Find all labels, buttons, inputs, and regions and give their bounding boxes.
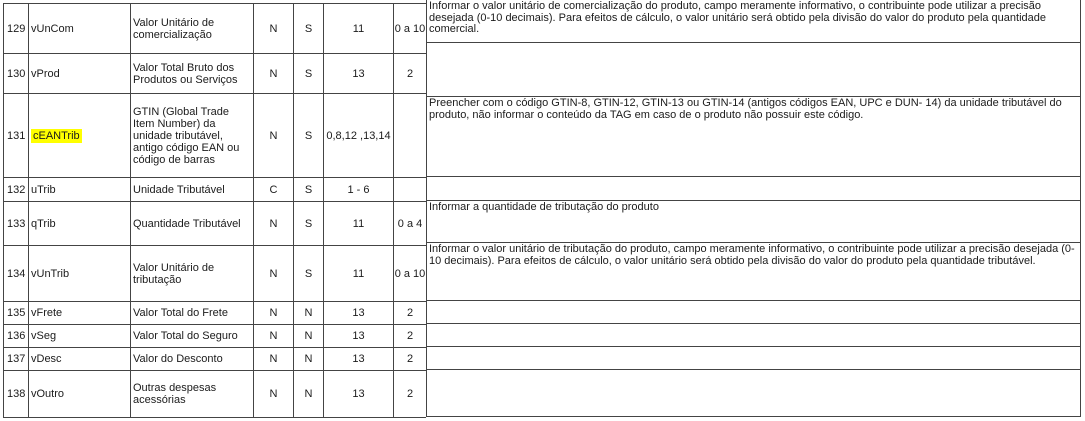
row-number-cell: 131: [4, 94, 29, 177]
table-row: [4, 348, 426, 371]
observation-cell: Preencher com o código GTIN-8, GTIN-12, GTIN-13 ou GTIN-14 (antigos códigos EAN, UPC e DUN- 14) da unidade tributável do produto, não informar o conteúdo da TAG em caso de o produto não possuir este código.: [427, 97, 1080, 177]
type-cell: N: [254, 325, 294, 347]
observation-cell: [427, 43, 1080, 97]
table-row: [4, 246, 426, 302]
size-cell: 11: [324, 246, 394, 301]
decimals-cell: [394, 178, 426, 201]
row-number-cell: 137: [4, 348, 29, 370]
field-name-highlight: cEANTrib: [33, 129, 80, 142]
description-cell: Valor Unitário de tributação: [131, 246, 254, 301]
row-number-cell: 134: [4, 246, 29, 301]
table-row: [4, 302, 426, 325]
observation-cell: [427, 347, 1080, 370]
description-cell: Valor do Desconto: [131, 348, 254, 370]
field-name-cell: vSeg: [29, 325, 131, 347]
field-name-cell: qTrib: [29, 202, 131, 245]
decimals-cell: 2: [406, 67, 414, 80]
size-cell: 13: [324, 325, 394, 347]
type-cell: N: [254, 371, 294, 417]
observation-cell: [427, 301, 1080, 324]
occurrence-cell: S: [294, 54, 324, 93]
row-number-cell: 129: [4, 4, 29, 53]
field-name-cell: vFrete: [29, 302, 131, 324]
field-name-cell: uTrib: [29, 178, 131, 201]
row-number-cell: 136: [4, 325, 29, 347]
observation-cell: [427, 177, 1080, 201]
description-cell: GTIN (Global Trade Item Number) da unidade tributável, antigo código EAN ou código de barras: [131, 94, 254, 177]
observation-cell: Informar o valor unitário de comercialização do produto, campo meramente informativo, o contribuinte pode utilizar a precisão desejada (0-10 decimais). Para efeitos de cálculo, o valor unitário será obtido pela divisão do valor do produto pela quantidade comercial.: [427, 0, 1080, 43]
decimals-cell: 2: [406, 353, 414, 365]
decimals-cell: 2: [406, 307, 414, 319]
type-cell: N: [254, 348, 294, 370]
size-cell: 13: [324, 54, 394, 93]
observation-cell: [427, 324, 1080, 347]
description-cell: Valor Unitário de comercialização: [131, 4, 254, 53]
field-name-cell: vDesc: [29, 348, 131, 370]
size-cell: 13: [324, 302, 394, 324]
description-cell: Outras despesas acessórias: [131, 371, 254, 417]
observation-cell: Informar a quantidade de tributação do produto: [427, 201, 1080, 243]
decimals-cell: 2: [406, 388, 414, 400]
decimals-cell: 2: [406, 330, 414, 342]
decimals-cell: 0 a 10: [394, 22, 426, 35]
size-cell: 13: [324, 371, 394, 417]
row-number-cell: 133: [4, 202, 29, 245]
row-number-cell: 132: [4, 178, 29, 201]
description-cell: Unidade Tributável: [131, 178, 254, 201]
observation-column: [426, 0, 1081, 417]
type-cell: N: [254, 246, 294, 301]
description-cell: Valor Total do Frete: [131, 302, 254, 324]
table-row: [4, 178, 426, 202]
type-cell: N: [254, 302, 294, 324]
occurrence-cell: S: [294, 246, 324, 301]
observation-cell: Informar o valor unitário de tributação do produto, campo meramente informativo, o contribuinte pode utilizar a precisão desejada (0-10 decimais). Para efeitos de cálculo, o valor unitário será obtido pela divisão do valor do produto pela quantidade tributável.: [427, 243, 1080, 301]
decimals-cell: 0 a 10: [394, 267, 426, 280]
observation-cell: [427, 370, 1080, 416]
description-cell: Quantidade Tributável: [131, 202, 254, 245]
field-name-cell: vUnCom: [29, 4, 131, 53]
occurrence-cell: N: [294, 371, 324, 417]
size-cell: 11: [324, 4, 394, 53]
description-cell: Valor Total do Seguro: [131, 325, 254, 347]
row-number-cell: 138: [4, 371, 29, 417]
table-row: [4, 94, 426, 178]
field-name-cell: vProd: [29, 54, 131, 93]
row-number-cell: 135: [4, 302, 29, 324]
row-number-cell: 130: [4, 54, 29, 93]
occurrence-cell: S: [294, 178, 324, 201]
occurrence-cell: N: [294, 348, 324, 370]
type-cell: C: [254, 178, 294, 201]
decimals-cell: 0 a 4: [397, 217, 423, 230]
occurrence-cell: S: [294, 4, 324, 53]
occurrence-cell: N: [294, 325, 324, 347]
spec-table: [3, 3, 426, 418]
field-name-cell: [29, 94, 131, 177]
table-row: [4, 54, 426, 94]
occurrence-cell: N: [294, 302, 324, 324]
size-cell: 0,8,12 ,13,14: [324, 94, 394, 177]
type-cell: N: [254, 4, 294, 53]
decimals-cell: [394, 94, 426, 177]
table-row: [4, 202, 426, 246]
occurrence-cell: S: [294, 202, 324, 245]
table-row: [4, 371, 426, 417]
table-row: [4, 325, 426, 348]
type-cell: N: [254, 94, 294, 177]
size-cell: 1 - 6: [324, 178, 394, 201]
type-cell: N: [254, 202, 294, 245]
description-cell: Valor Total Bruto dos Produtos ou Serviços: [131, 54, 254, 93]
field-name-cell: vOutro: [29, 371, 131, 417]
type-cell: N: [254, 54, 294, 93]
table-row: [4, 4, 426, 54]
field-name-cell: vUnTrib: [29, 246, 131, 301]
occurrence-cell: S: [294, 94, 324, 177]
size-cell: 11: [324, 202, 394, 245]
size-cell: 13: [324, 348, 394, 370]
